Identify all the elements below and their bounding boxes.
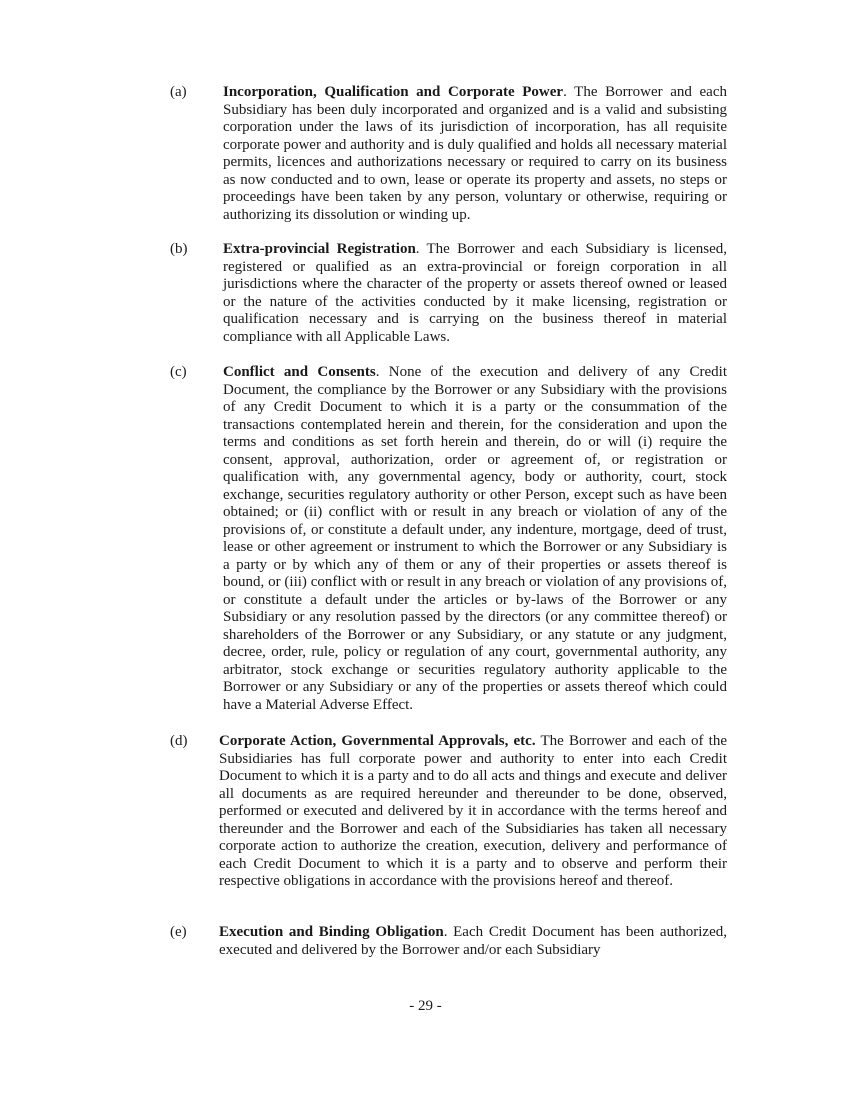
clause-body: [223, 84, 727, 224]
clause-label: (a): [170, 84, 187, 100]
clause-heading: Corporate Action, Governmental Approvals, etc.: [219, 733, 536, 749]
clause-text: . None of the execution and delivery of any Credit Document, the compliance by the Borrower or any Subsidiary with the provisions of any Credit Document to which it is a party or the consummation of the transactions contemplated herein and therein, for the consideration and upon the terms and conditions as set forth herein and therein, do or will (i) require the consent, approval, authorization, order or agreement of, or registration or qualification with, any governmental agency, body or authority, court, stock exchange, securities regulatory authority or other Person, except such as have been obtained; or (ii) conflict with or result in any breach or violation of any of the provisions of, or constitute a default under, any indenture, mortgage, deed of trust, lease or other agreement or instrument to which the Borrower or any Subsidiary is a party or by which any of them or any of their properties or assets thereof is bound, or (iii) conflict with or result in any breach or violation of any provisions of, or constitute a default under the articles or by-laws of the Borrower or any Subsidiary or any resolution passed by the directors (or any committee thereof) or shareholders of the Borrower or any Subsidiary, or any statute or any judgment, decree, order, rule, policy or regulation of any court, governmental authority, any arbitrator, stock exchange or securities regulatory authority applicable to the Borrower or any Subsidiary or any of the properties or assets thereof which could have a Material Adverse Effect.: [223, 364, 727, 713]
page-number: - 29 -: [409, 998, 442, 1014]
clause-label: (e): [170, 924, 187, 940]
clause-text: . Each Credit Document has been authorized, executed and delivered by the Borrower and/or each Subsidiary: [219, 924, 727, 958]
clause-heading: Extra-provincial Registration: [223, 241, 416, 257]
clause-heading: Incorporation, Qualification and Corporate Power: [223, 84, 564, 100]
clause-text: . The Borrower and each Subsidiary has been duly incorporated and organized and is a valid and subsisting corporation under the laws of its jurisdiction of incorporation, has all requisite corporate power and authority and is duly qualified and holds all necessary material permits, licences and authorizations necessary or required to carry on its business as now conducted and to own, lease or operate its property and assets, no steps or proceedings have been taken by any person, voluntary or otherwise, requiring or authorizing its dissolution or winding up.: [223, 84, 727, 223]
clause-body: [219, 733, 727, 891]
clause-body: [223, 364, 727, 714]
clause-label: (b): [170, 241, 188, 257]
clause-heading: Execution and Binding Obligation: [219, 924, 444, 940]
clause-body: [219, 924, 727, 959]
clause-label: (c): [170, 364, 187, 380]
clause-label: (d): [170, 733, 188, 749]
clause-text: . The Borrower and each Subsidiary is licensed, registered or qualified as an extra-provincial or foreign corporation in all jurisdictions where the character of the property or assets thereof owned or leased or the nature of the activities conducted by it make licensing, registration or qualification necessary and is carrying on the business thereof in material compliance with all Applicable Laws.: [223, 241, 727, 345]
clause-text: The Borrower and each of the Subsidiaries has full corporate power and authority to enter into each Credit Document to which it is a party and to do all acts and things and execute and deliver all documents as are required hereunder and thereunder to be done, observed, performed or executed and delivered by it in accordance with the terms hereof and thereunder and the Borrower and each of the Subsidiaries has taken all necessary corporate action to authorize the creation, execution, delivery and performance of each Credit Document to which it is a party and to observe and perform their respective obligations in accordance with the provisions hereof and thereof.: [219, 733, 728, 889]
clause-heading: Conflict and Consents: [223, 364, 376, 380]
clause-body: [223, 241, 727, 346]
